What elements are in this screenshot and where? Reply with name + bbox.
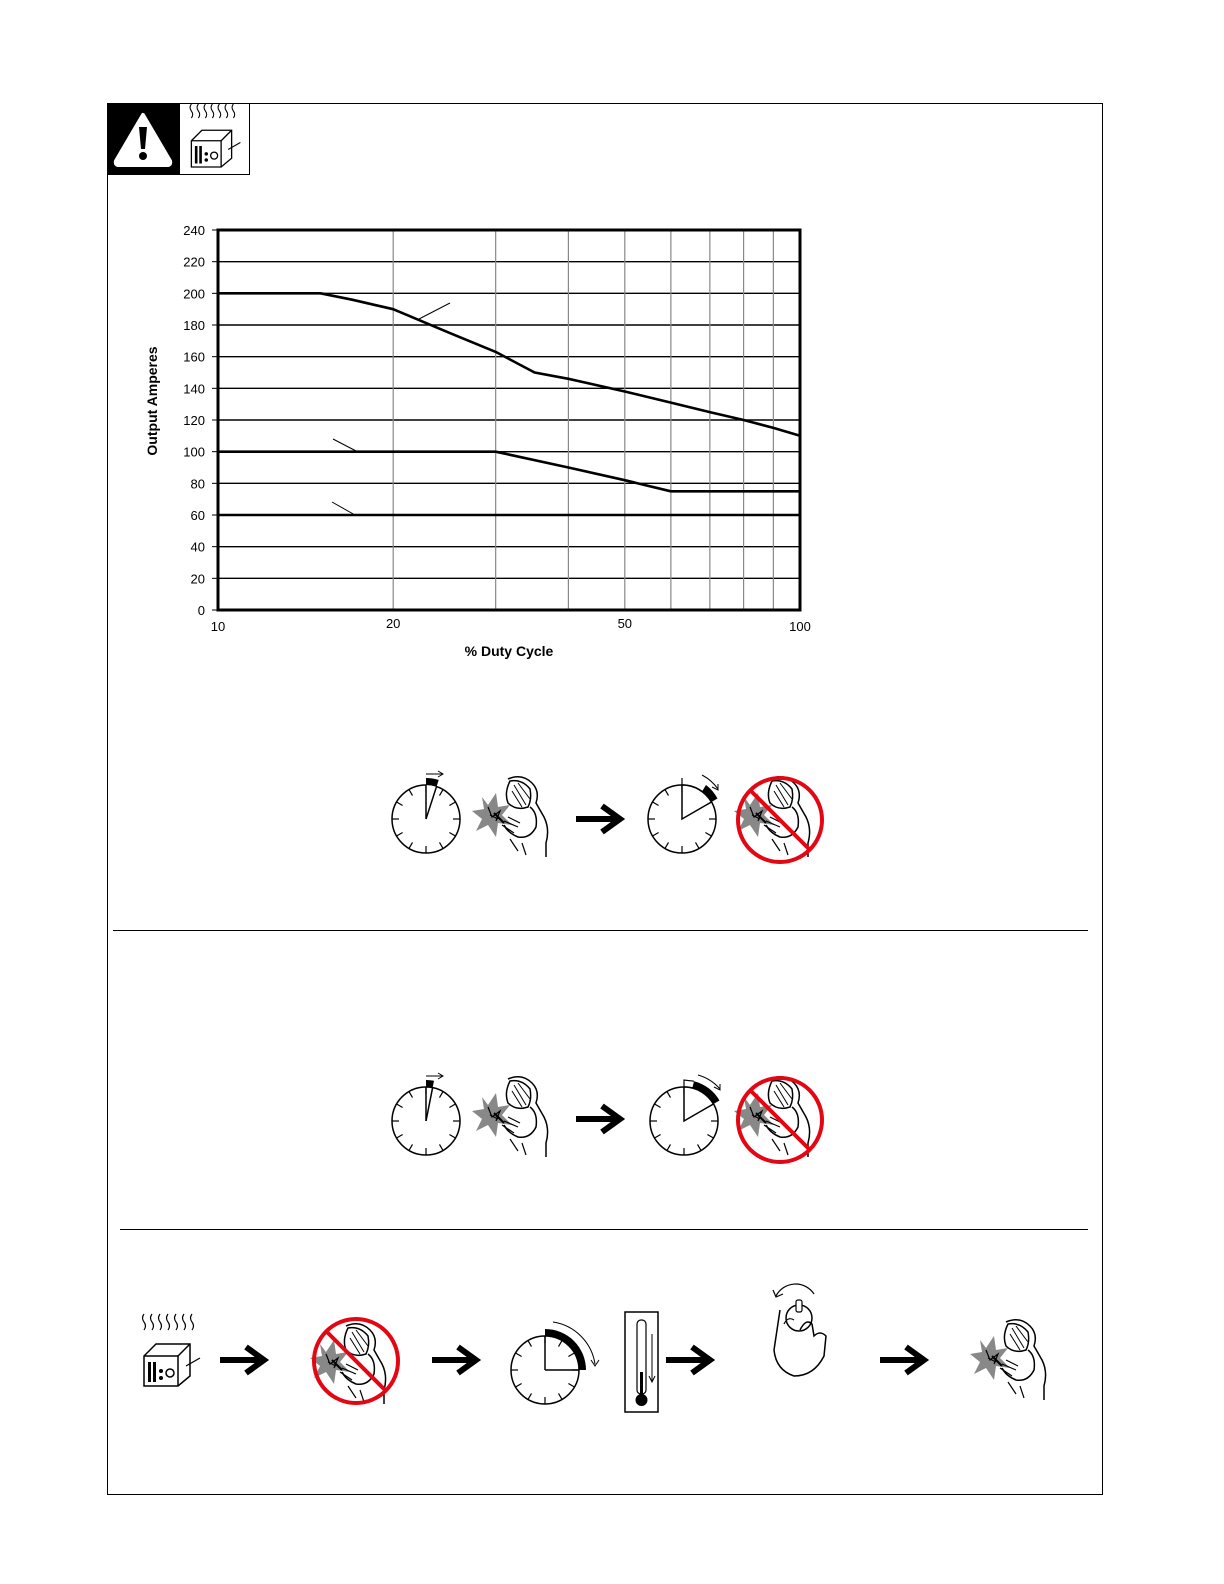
section-divider <box>120 1229 1088 1230</box>
series-line-upper <box>218 293 800 436</box>
leader-upper <box>419 303 450 319</box>
chart-series <box>218 293 800 515</box>
welder-icon <box>472 1077 548 1157</box>
thermometer-icon <box>625 1312 658 1412</box>
y-tick-label: 160 <box>183 349 205 365</box>
arrow-icon <box>666 1347 710 1373</box>
y-axis-title: Output Amperes <box>144 346 160 456</box>
series-line-middle <box>218 452 800 492</box>
x-tick-labels <box>211 616 811 634</box>
y-tick-label: 20 <box>190 571 205 587</box>
x-axis-title: % Duty Cycle <box>464 643 554 659</box>
chart-grid <box>212 230 800 610</box>
hot-machine-header-box <box>179 103 250 175</box>
arrow-icon <box>576 1106 620 1132</box>
y-tick-label: 120 <box>183 413 205 428</box>
timer-rest-icon <box>650 1075 720 1155</box>
y-tick-label: 80 <box>190 476 205 492</box>
y-tick-labels <box>183 223 205 618</box>
leader-lower <box>332 502 355 515</box>
warning-triangle-icon <box>107 103 179 175</box>
short-weld-timer-icon <box>392 771 460 853</box>
x-tick-label: 50 <box>617 616 633 631</box>
arrow-icon <box>432 1347 476 1373</box>
duty-cycle-sequence-1 <box>380 765 840 870</box>
welder-icon <box>472 777 548 857</box>
reduce-knob-icon <box>773 1284 826 1376</box>
y-tick-label: 200 <box>183 286 205 302</box>
arrow-icon <box>576 806 620 832</box>
x-tick-label: 20 <box>385 616 401 631</box>
timer-rest-icon <box>648 775 718 853</box>
y-tick-label: 240 <box>183 223 205 238</box>
overheat-recovery-sequence <box>130 1280 1060 1415</box>
welder-icon <box>970 1320 1046 1400</box>
hot-machine-icon <box>180 104 250 174</box>
hot-machine-icon <box>143 1314 201 1386</box>
y-tick-label: 100 <box>183 444 205 460</box>
y-tick-label: 140 <box>183 381 205 397</box>
x-tick-label: 100 <box>789 619 811 634</box>
duty-cycle-chart <box>130 215 830 675</box>
section-divider <box>113 930 1088 931</box>
leader-middle <box>333 439 358 452</box>
y-tick-label: 220 <box>183 254 205 270</box>
cooling-timer-icon <box>511 1322 599 1404</box>
y-tick-label: 180 <box>183 318 205 333</box>
y-tick-label: 0 <box>197 603 205 618</box>
short-weld-timer-icon <box>392 1073 460 1155</box>
y-tick-label: 60 <box>190 508 205 523</box>
x-tick-label: 10 <box>210 619 226 634</box>
arrow-icon <box>220 1347 264 1373</box>
warning-symbol <box>107 103 179 175</box>
duty-cycle-sequence-2 <box>380 1065 840 1170</box>
arrow-icon <box>880 1347 924 1373</box>
y-tick-label: 40 <box>190 539 205 555</box>
